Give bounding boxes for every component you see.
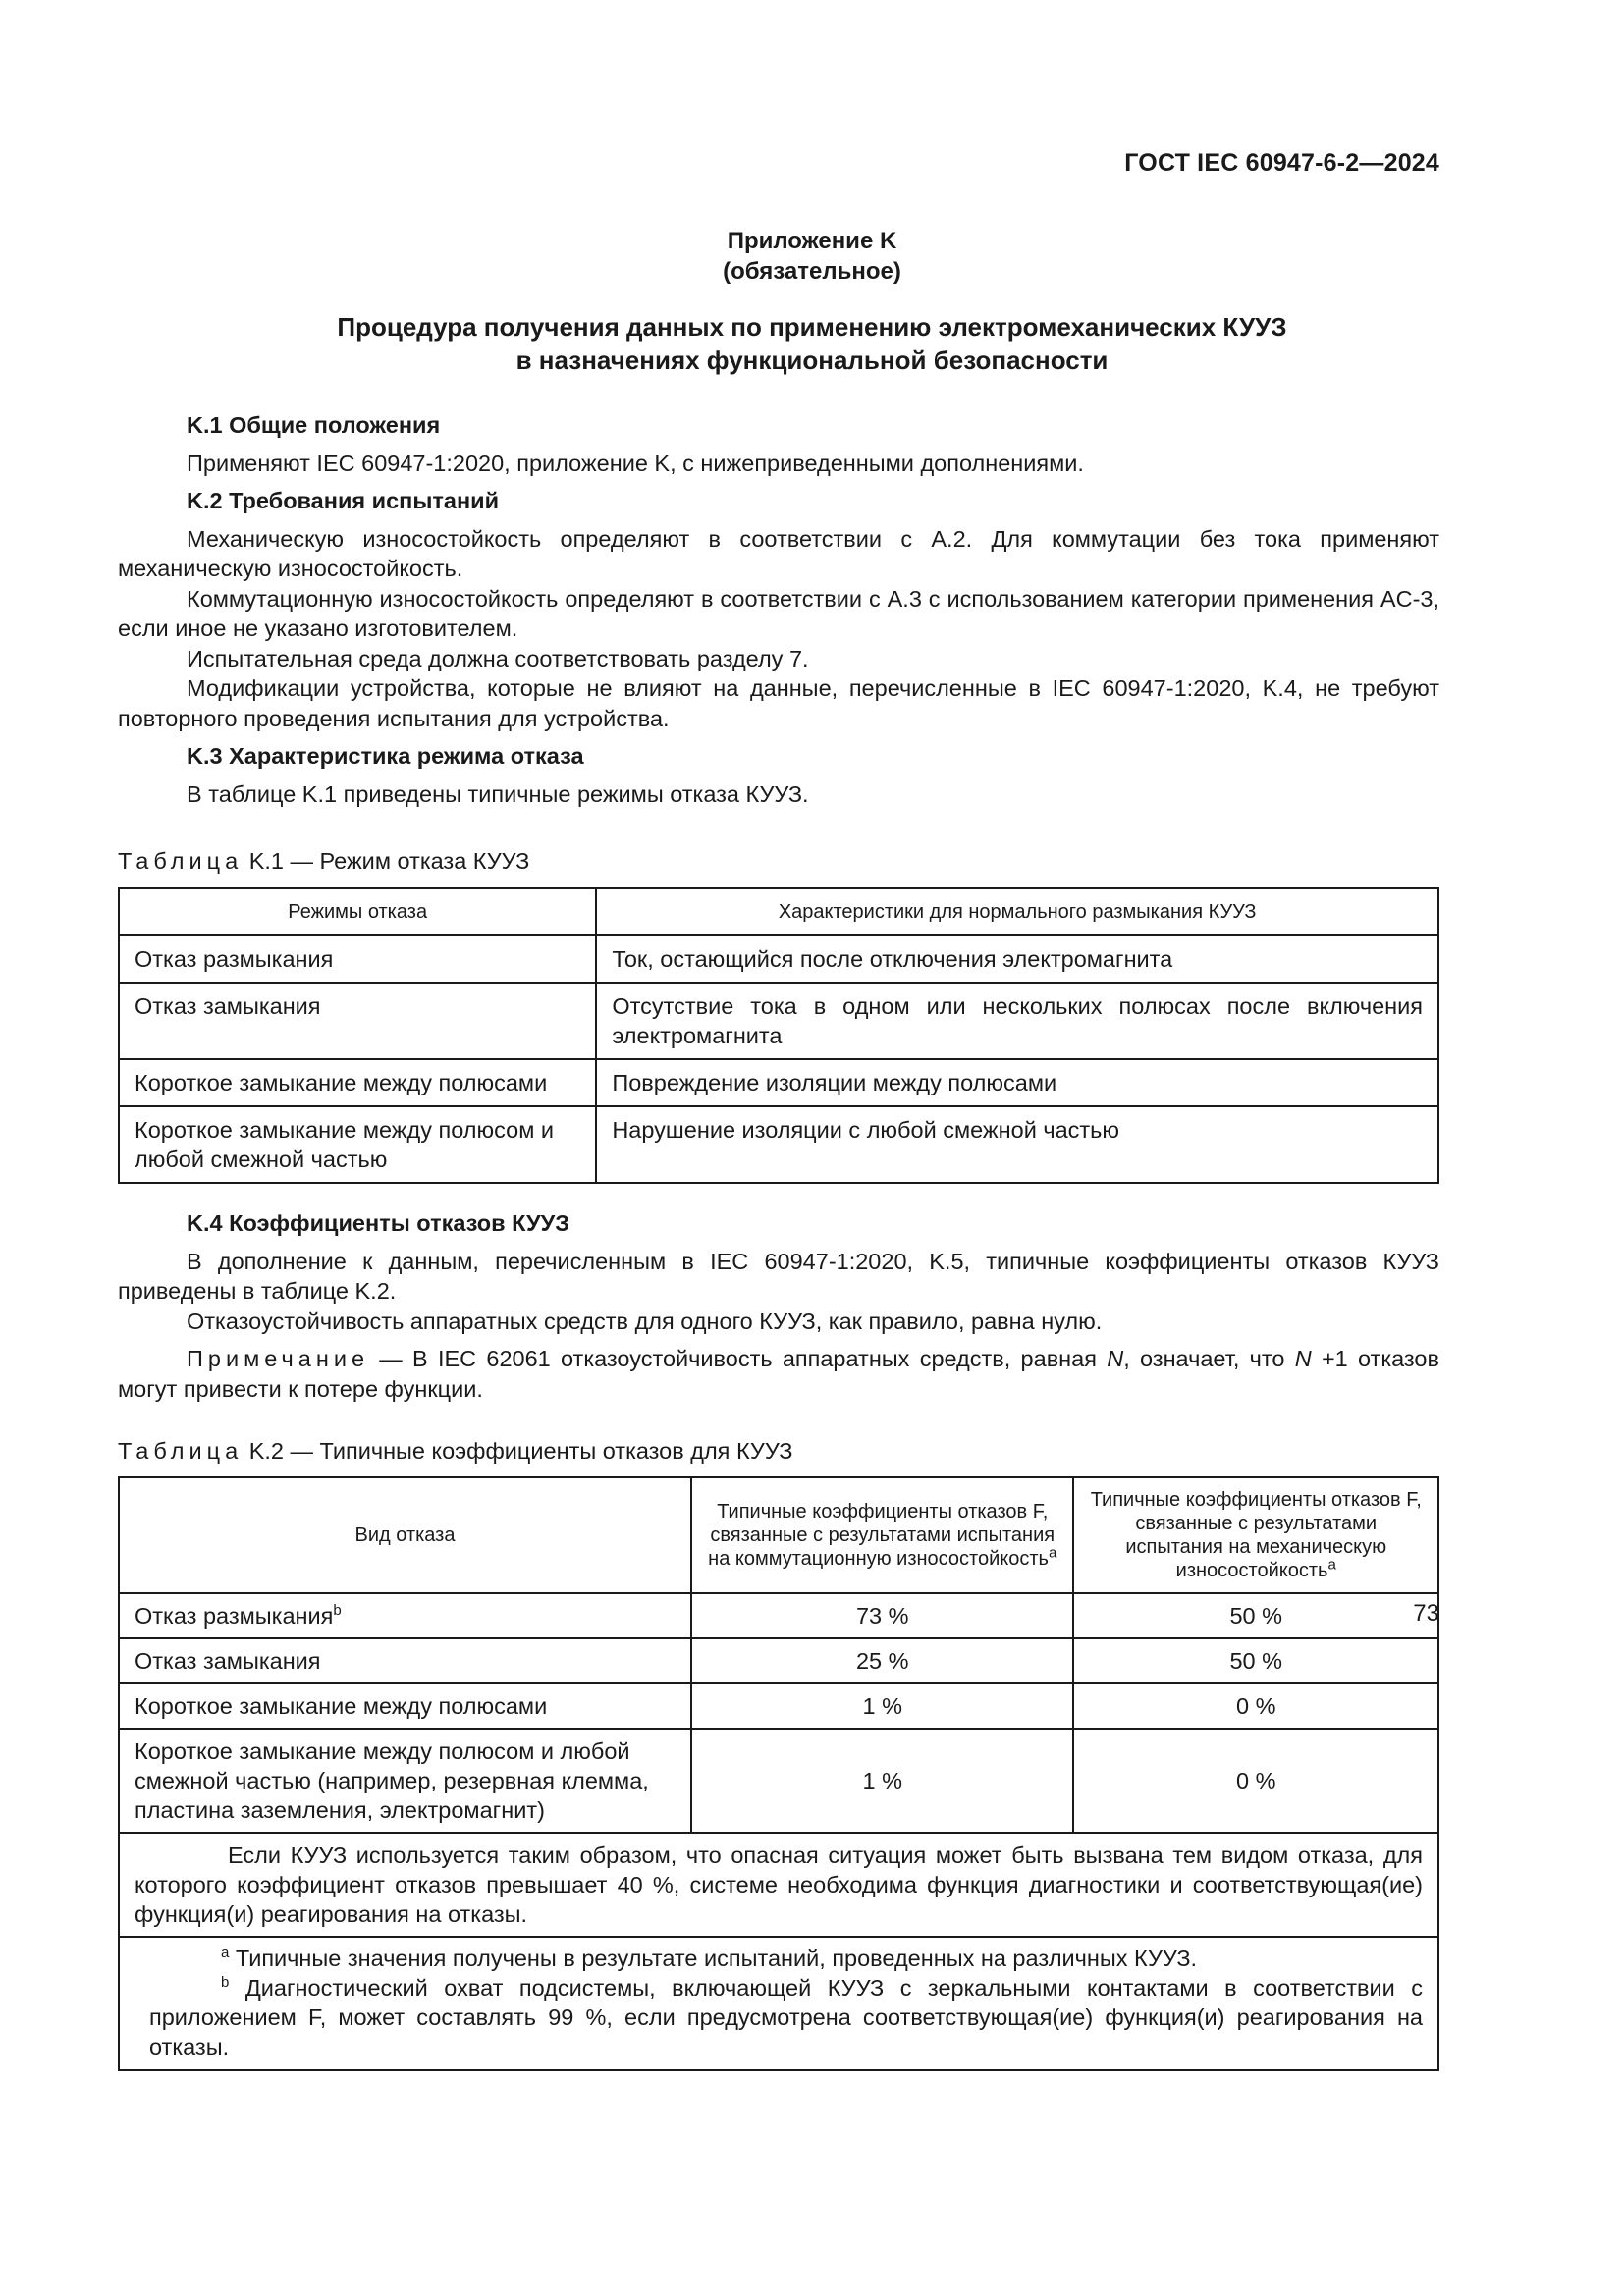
table-row-footnotes (119, 1937, 1438, 2070)
table-cell: Отказ замыкания (119, 983, 596, 1059)
k1-heading: K.1 Общие положения (187, 412, 441, 438)
table-row (119, 1729, 1438, 1833)
table2-caption-word: Таблица (118, 1438, 244, 1464)
k3-text: В таблице K.1 приведены типичные режимы отказа КУУЗ. (187, 780, 809, 807)
appendix-title: Приложение K (727, 228, 897, 254)
table-row (119, 935, 1438, 983)
table-cell: Отсутствие тока в одном или нескольких полюсах после включения электромагнита (596, 983, 1438, 1059)
table-cell: 0 % (1073, 1729, 1438, 1833)
note-variable-n: N (1107, 1346, 1124, 1371)
table1-caption-text: K.1 — Режим отказа КУУЗ (248, 848, 530, 874)
footnote-a-text: Типичные значения получены в результате испытаний, проведенных на различных КУУЗ. (229, 1946, 1198, 1971)
k3-heading: K.3 Характеристика режима отказа (187, 743, 584, 769)
table-cell (119, 1593, 691, 1638)
footnote-marker-b: b (221, 1974, 230, 1992)
table-header-row (119, 1477, 1438, 1593)
footnotes-cell (119, 1937, 1438, 2070)
table-failure-modes (118, 887, 1439, 1184)
note-label: Примечание (187, 1346, 370, 1371)
table2-caption-text: K.2 — Типичные коэффициенты отказов для КУУЗ (248, 1438, 793, 1464)
table-cell: 1 % (691, 1729, 1073, 1833)
footnote-marker-a: a (221, 1945, 230, 1962)
table-header-cell (691, 1477, 1073, 1593)
document-code: ГОСТ IEC 60947-6-2—2024 (1124, 149, 1439, 177)
failure-mode: Отказ размыкания (135, 1603, 334, 1629)
table-header-cell (1073, 1477, 1438, 1593)
table-failure-rates (118, 1476, 1439, 2071)
appendix-status: (обязательное) (723, 258, 901, 285)
table-cell: 50 % (1073, 1638, 1438, 1683)
table-cell: Нарушение изоляции с любой смежной частью (596, 1106, 1438, 1183)
k4-heading: K.4 Коэффициенты отказов КУУЗ (187, 1210, 570, 1236)
table-row-merged-note (119, 1833, 1438, 1937)
k2-paragraph-4: Модификации устройства, которые не влияют на данные, перечисленные в IEC 60947-1:2020, K.4, не требуют повторного проведения испытания для устройства. (118, 675, 1439, 731)
appendix-main-title-line1: Процедура получения данных по применению электромеханических КУУЗ (337, 312, 1287, 342)
table-cell: 1 % (691, 1683, 1073, 1729)
table2-caption (118, 1438, 792, 1465)
table-cell: Короткое замыкание между полюсом и любой смежной частью (например, резервная клемма, пластина заземления, электромагнит) (119, 1729, 691, 1833)
section-k4 (118, 1208, 1439, 1404)
footnote-b (135, 1973, 1423, 2061)
appendix-main-title-line2: в назначениях функциональной безопасности (515, 346, 1109, 375)
merged-note-cell: Если КУУЗ используется таким образом, что опасная ситуация может быть вызвана тем видом отказа, для которого коэффициент отказов превышает 40 %, системе необходима функция диагностики и соответствующая(ие) функция(и) реагирования на отказы. (119, 1833, 1438, 1937)
table-cell: 0 % (1073, 1683, 1438, 1729)
table-cell: Короткое замыкание между полюсами (119, 1059, 596, 1106)
sections-k1-k3 (118, 410, 1439, 809)
table-header-cell: Режимы отказа (119, 888, 596, 935)
table-row (119, 1059, 1438, 1106)
table-header-row (119, 888, 1438, 935)
table-header-cell: Характеристики для нормального размыкания КУУЗ (596, 888, 1438, 935)
table1-caption-word: Таблица (118, 848, 244, 874)
page-number: 73 (1413, 1600, 1439, 1627)
table-row (119, 1106, 1438, 1183)
table-cell: Отказ размыкания (119, 935, 596, 983)
k1-text: Применяют IEC 60947-1:2020, приложение K, с нижеприведенными дополнениями. (187, 450, 1084, 476)
table-cell: 50 % (1073, 1593, 1438, 1638)
k4-paragraph-1: В дополнение к данным, перечисленным в IEC 60947-1:2020, K.5, типичные коэффициенты отказов КУУЗ приведены в таблице K.2. (118, 1248, 1439, 1304)
note-variable-n: N (1294, 1346, 1312, 1371)
k2-heading: K.2 Требования испытаний (187, 488, 500, 513)
table-row (119, 983, 1438, 1059)
table-row (119, 1683, 1438, 1729)
k2-paragraph-1: Механическую износостойкость определяют в соответствии с A.2. Для коммутации без тока применяют механическую износостойкость. (118, 525, 1439, 581)
table-cell: Ток, остающийся после отключения электромагнита (596, 935, 1438, 983)
table-cell: Отказ замыкания (119, 1638, 691, 1683)
table-cell: 73 % (691, 1593, 1073, 1638)
k2-paragraph-3: Испытательная среда должна соответствовать разделу 7. (187, 645, 809, 671)
table-cell: Короткое замыкание между полюсами (119, 1683, 691, 1729)
footnote-marker-a: a (1327, 1556, 1336, 1574)
note-text-a: — В IEC 62061 отказоустойчивость аппаратных средств, равная (369, 1346, 1108, 1371)
k4-note (118, 1344, 1439, 1404)
table-cell: 25 % (691, 1638, 1073, 1683)
footnote-marker-a: a (1048, 1544, 1057, 1562)
footnote-marker-b: b (333, 1602, 342, 1620)
header-text: Типичные коэффициенты отказов F, связанные с результатами испытания на коммутационную износостойкость (708, 1501, 1056, 1570)
table-row (119, 1593, 1438, 1638)
k2-paragraph-2: Коммутационную износостойкость определяют в соответствии с A.3 с использованием категории применения AC-3, если иное не указано изготовителем. (118, 585, 1439, 641)
table1-caption (118, 848, 529, 875)
header-text: Типичные коэффициенты отказов F, связанные с результатами испытания на механическую износостойкость (1090, 1489, 1422, 1581)
k4-paragraph-2: Отказоустойчивость аппаратных средств для одного КУУЗ, как правило, равна нулю. (187, 1308, 1103, 1334)
note-text-c: +1 отказов могут привести к потере функции. (118, 1346, 1439, 1402)
footnote-a (135, 1944, 1423, 1973)
footnote-b-text: Диагностический охват подсистемы, включающей КУУЗ с зеркальными контактами в соответствии с приложением F, может составлять 99 %, если предусмотрена соответствующая(ие) функция(и) реагирования на отказы. (149, 1975, 1423, 2059)
table-header-cell: Вид отказа (119, 1477, 691, 1593)
table-cell: Повреждение изоляции между полюсами (596, 1059, 1438, 1106)
note-text-b: , означает, что (1123, 1346, 1295, 1371)
table-cell: Короткое замыкание между полюсом и любой смежной частью (119, 1106, 596, 1183)
table-row (119, 1638, 1438, 1683)
